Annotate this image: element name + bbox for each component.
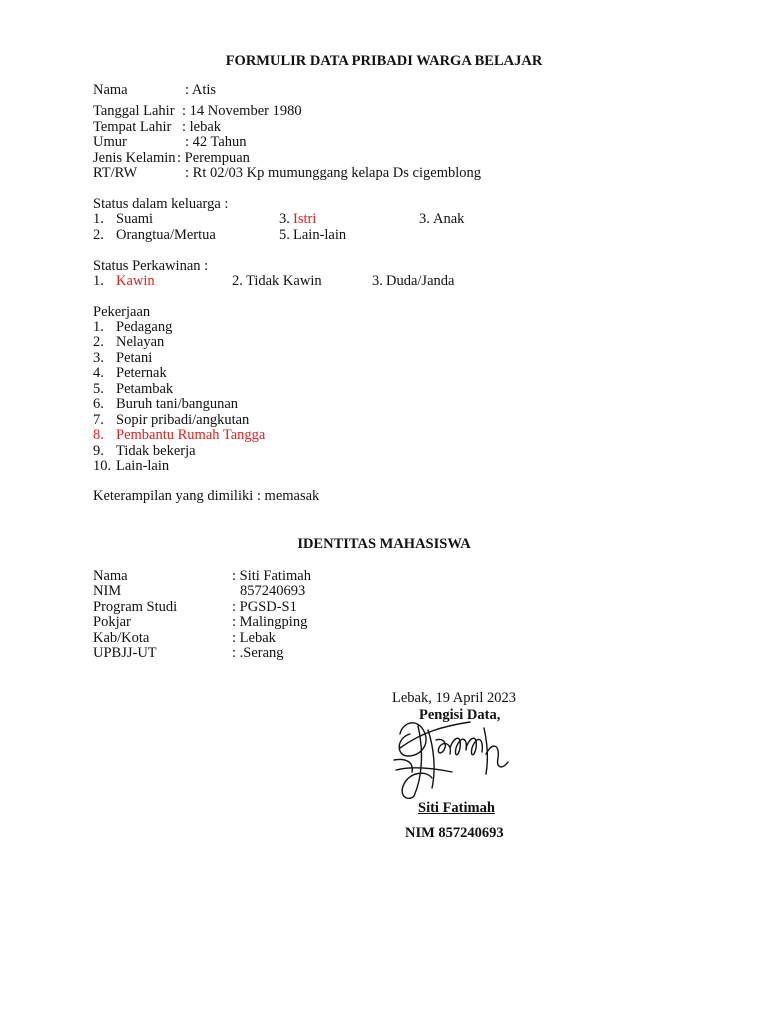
- label-program-studi: Program Studi: [93, 599, 178, 615]
- option-tidak-kawin: Tidak Kawin: [246, 273, 322, 289]
- list-item: Petani: [116, 350, 153, 366]
- signer-name: Siti Fatimah: [418, 800, 495, 816]
- list-item: Sopir pribadi/angkutan: [116, 412, 250, 428]
- label-tanggal-lahir: Tanggal Lahir: [93, 103, 175, 119]
- signer-role: Pengisi Data,: [419, 707, 501, 723]
- value-upbjj-ut: : .Serang: [232, 645, 284, 661]
- status-keluarga-heading: Status dalam keluarga :: [93, 196, 229, 212]
- list-number: 3.: [93, 350, 104, 366]
- value-program-studi: : PGSD-S1: [232, 599, 297, 615]
- list-number: 1.: [93, 319, 104, 335]
- option-number: 3.: [419, 211, 430, 227]
- list-number: 10.: [93, 458, 112, 474]
- list-number: 8.: [93, 427, 104, 443]
- value-rt-rw: : Rt 02/03 Kp mumunggang kelapa Ds cigemblong: [185, 165, 482, 181]
- list-item: Lain-lain: [116, 458, 170, 474]
- option-number: 1.: [93, 211, 104, 227]
- option-suami: Suami: [116, 211, 154, 227]
- list-item: Peternak: [116, 365, 167, 381]
- label-kab-kota: Kab/Kota: [93, 630, 150, 646]
- option-number: 5.: [279, 227, 290, 243]
- list-item: Pedagang: [116, 319, 173, 335]
- option-duda-janda: Duda/Janda: [386, 273, 455, 289]
- label-nim: NIM: [93, 583, 122, 599]
- label-rt-rw: RT/RW: [93, 165, 138, 181]
- keterampilan-line: Keterampilan yang dimiliki : memasak: [93, 488, 320, 504]
- list-number: 9.: [93, 443, 104, 459]
- label-nama: Nama: [93, 82, 128, 98]
- value-nama-mahasiswa: : Siti Fatimah: [232, 568, 311, 584]
- option-number: 1.: [93, 273, 104, 289]
- signer-nim: NIM 857240693: [405, 825, 504, 841]
- value-tanggal-lahir: : 14 November 1980: [182, 103, 302, 119]
- list-item-selected: Pembantu Rumah Tangga: [116, 427, 266, 443]
- form-title: FORMULIR DATA PRIBADI WARGA BELAJAR: [225, 53, 543, 69]
- option-number: 2.: [232, 273, 243, 289]
- label-pokjar: Pokjar: [93, 614, 131, 630]
- option-anak: Anak: [433, 211, 465, 227]
- label-tempat-lahir: Tempat Lahir: [93, 119, 172, 135]
- list-item: Nelayan: [116, 334, 165, 350]
- value-tempat-lahir: : lebak: [182, 119, 222, 135]
- option-istri-selected: Istri: [293, 211, 317, 227]
- list-number: 7.: [93, 412, 104, 428]
- value-jenis-kelamin: : Perempuan: [177, 150, 250, 166]
- list-number: 4.: [93, 365, 104, 381]
- place-date: Lebak, 19 April 2023: [392, 690, 517, 706]
- list-item: Buruh tani/bangunan: [116, 396, 239, 412]
- option-kawin-selected: Kawin: [116, 273, 155, 289]
- list-number: 6.: [93, 396, 104, 412]
- pekerjaan-heading: Pekerjaan: [93, 304, 151, 320]
- identitas-heading: IDENTITAS MAHASISWA: [297, 536, 471, 552]
- option-lain-lain: Lain-lain: [293, 227, 347, 243]
- status-perkawinan-heading: Status Perkawinan :: [93, 258, 209, 274]
- label-nama-mahasiswa: Nama: [93, 568, 128, 584]
- value-umur: : 42 Tahun: [185, 134, 247, 150]
- list-item: Petambak: [116, 381, 174, 397]
- list-number: 5.: [93, 381, 104, 397]
- value-nama: : Atis: [185, 82, 217, 98]
- option-number: 3.: [279, 211, 290, 227]
- option-number: 3.: [372, 273, 383, 289]
- value-pokjar: : Malingping: [232, 614, 308, 630]
- value-nim: 857240693: [240, 583, 306, 599]
- handwritten-signature: [392, 712, 520, 804]
- option-number: 2.: [93, 227, 104, 243]
- value-kab-kota: : Lebak: [232, 630, 276, 646]
- label-jenis-kelamin: Jenis Kelamin: [93, 150, 176, 166]
- list-item: Tidak bekerja: [116, 443, 196, 459]
- option-orangtua-mertua: Orangtua/Mertua: [116, 227, 216, 243]
- list-number: 2.: [93, 334, 104, 350]
- label-umur: Umur: [93, 134, 127, 150]
- label-upbjj-ut: UPBJJ-UT: [93, 645, 157, 661]
